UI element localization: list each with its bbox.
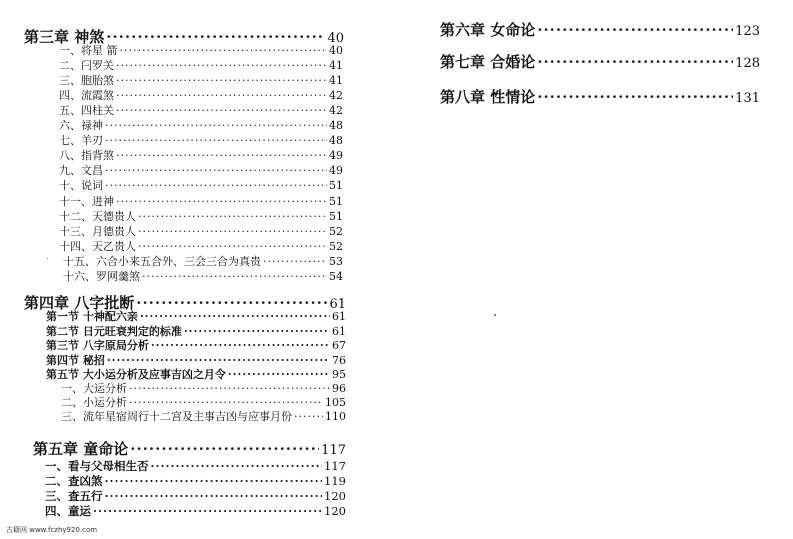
toc-entry-label: 第五节 大小运分析及应事吉凶之月令 [46, 368, 226, 381]
toc-page-number: 117 [324, 459, 346, 473]
toc-section[interactable] [46, 340, 346, 351]
leader-dots [142, 271, 327, 282]
toc-entry-label: 二、查凶煞 [45, 474, 103, 488]
toc-page-number: 48 [329, 119, 343, 133]
toc-entry-label: 四、童运 [45, 504, 91, 518]
leader-dots [107, 355, 330, 366]
toc-item[interactable] [59, 241, 343, 252]
toc-item[interactable] [59, 150, 343, 161]
toc-page-number: 42 [329, 89, 343, 103]
toc-item[interactable] [45, 476, 346, 488]
toc-page-number: 96 [332, 382, 346, 395]
toc-item[interactable] [59, 196, 343, 207]
toc-item[interactable] [59, 75, 343, 86]
leader-dots [116, 90, 327, 101]
toc-entry-label: 一、将星 箭 [59, 44, 118, 57]
leader-dots [116, 60, 327, 71]
leader-dots [130, 442, 319, 457]
toc-page-number: 51 [329, 179, 343, 193]
toc-entry-label: 一、看与父母相生否 [45, 459, 149, 473]
toc-entry-label: 第六章 女命论 [440, 21, 536, 39]
toc-entry-label: 第八章 性情论 [440, 88, 536, 106]
toc-chapter-6[interactable] [440, 23, 760, 38]
toc-page-number: 128 [735, 56, 760, 71]
toc-item[interactable] [63, 256, 343, 267]
leader-dots [537, 55, 733, 70]
toc-page-number: 51 [329, 209, 343, 223]
toc-item[interactable] [61, 397, 346, 408]
toc-entry-label: 五、四柱关 [59, 104, 114, 118]
toc-entry-label: 三、查五行 [45, 489, 103, 503]
toc-page-number: 120 [324, 489, 346, 503]
leader-dots [151, 340, 330, 351]
toc-chapter-5[interactable] [33, 442, 346, 457]
toc-page-number: 61 [332, 325, 346, 338]
toc-page-number: 54 [329, 269, 343, 283]
leader-dots [138, 211, 327, 222]
toc-page-number: 110 [325, 410, 346, 423]
toc-item[interactable] [59, 90, 343, 101]
toc-entry-label: 一、大运分析 [61, 382, 127, 395]
toc-entry-label: 九、文昌 [59, 164, 103, 178]
toc-section[interactable] [46, 326, 346, 337]
toc-page-number: 40 [329, 44, 343, 57]
toc-item[interactable] [45, 506, 346, 518]
toc-entry-label: 四、流霞煞 [59, 89, 114, 103]
toc-page-number: 61 [329, 297, 346, 312]
leader-dots [105, 165, 327, 176]
leader-dots [138, 226, 327, 237]
leader-dots [138, 241, 327, 252]
toc-entry-label: 十五、六合小来五合外、三会三合为真贵 [63, 254, 261, 268]
toc-page-number: 105 [325, 396, 346, 409]
toc-item[interactable] [59, 45, 343, 56]
toc-entry-label: 十二、天德贵人 [59, 209, 136, 223]
toc-item[interactable] [59, 226, 343, 237]
leader-dots [184, 326, 330, 337]
toc-item[interactable] [59, 211, 343, 222]
toc-item[interactable] [63, 271, 343, 282]
toc-chapter-title: 第五章 童命论 [33, 440, 129, 458]
toc-item[interactable] [45, 491, 346, 503]
toc-entry-label: 二、小运分析 [61, 396, 127, 409]
toc-entry-label: 三、流年星宿周行十二宫及主事吉凶与应事月份 [61, 410, 292, 423]
toc-page-number: 117 [321, 443, 346, 458]
leader-dots [116, 196, 327, 207]
toc-item[interactable] [59, 135, 343, 146]
toc-item[interactable] [59, 165, 343, 176]
toc-entry-label: 第七章 合婚论 [440, 53, 536, 71]
toc-item[interactable] [61, 383, 346, 394]
leader-dots [537, 90, 733, 105]
leader-dots [105, 180, 327, 191]
toc-page-number: 131 [735, 91, 760, 106]
toc-item[interactable] [61, 411, 346, 422]
leader-dots [129, 383, 330, 394]
leader-dots [228, 369, 330, 380]
toc-section[interactable] [46, 311, 346, 322]
leader-dots [106, 30, 325, 45]
toc-page-number: 123 [735, 24, 760, 39]
leader-dots [105, 135, 327, 146]
leader-dots [120, 45, 328, 56]
leader-dots [129, 397, 323, 408]
toc-page-number: 52 [329, 239, 343, 253]
toc-entry-label: 十六、罗网羹煞 [63, 269, 140, 283]
toc-entry-label: 第二节 日元旺衰判定的标准 [46, 325, 182, 338]
toc-entry-label: 十、说词 [59, 179, 103, 193]
toc-chapter-3[interactable] [24, 30, 344, 45]
toc-page-number: 48 [329, 134, 343, 148]
toc-entry-label: 十一、进神 [59, 194, 114, 208]
toc-chapter-title: 第三章 神煞 [24, 28, 105, 46]
toc-entry-label: 十四、天乙贵人 [59, 239, 136, 253]
toc-item[interactable] [59, 120, 343, 131]
toc-entry-label: 第一节 十神配六亲 [46, 310, 138, 323]
leader-dots [105, 491, 323, 503]
toc-page-number: 51 [329, 194, 343, 208]
toc-section[interactable] [46, 355, 346, 366]
leader-dots [136, 296, 327, 311]
toc-page-number: 53 [329, 254, 343, 268]
toc-item[interactable] [59, 60, 343, 71]
toc-page-number: 40 [327, 31, 344, 46]
toc-item[interactable] [59, 105, 343, 116]
toc-page-number: 61 [332, 310, 346, 323]
toc-entry-label: 八、指背煞 [59, 149, 114, 163]
toc-page-number: 41 [329, 59, 343, 73]
toc-entry-label: 第三节 八字原局分析 [46, 339, 149, 352]
toc-page-number: 42 [329, 104, 343, 118]
toc-item[interactable] [59, 180, 343, 191]
toc-entry-label: 六、禄神 [59, 119, 103, 133]
leader-dots [140, 311, 330, 322]
page-footer-watermark: 古籍网 www.fczhy920.com [6, 526, 98, 534]
leader-dots [105, 120, 327, 131]
leader-dots [116, 105, 327, 116]
leader-dots [294, 411, 323, 422]
toc-entry-label: 七、羊刃 [59, 134, 103, 148]
toc-page-number: 120 [324, 504, 346, 518]
toc-chapter-7[interactable] [440, 55, 760, 70]
toc-chapter-title: 第四章 八字批断 [24, 294, 135, 312]
scan-speck [494, 314, 496, 316]
toc-section[interactable] [46, 369, 346, 380]
toc-entry-label: 第四节 秘招 [46, 354, 105, 367]
toc-page-number: 67 [332, 339, 346, 352]
toc-page-number: 49 [329, 149, 343, 163]
toc-page-number: 52 [329, 224, 343, 238]
leader-dots [116, 150, 327, 161]
leader-dots [537, 23, 733, 38]
toc-page-number: 119 [324, 474, 346, 488]
toc-entry-label: 三、胞胎煞 [59, 74, 114, 88]
toc-entry-label: 二、闩罗关 [59, 59, 114, 73]
toc-page-number: 76 [332, 354, 346, 367]
toc-chapter-8[interactable] [440, 90, 760, 105]
toc-chapter-4[interactable] [24, 296, 346, 311]
leader-dots [151, 461, 323, 473]
toc-entry-label: 十三、月德贵人 [59, 224, 136, 238]
scan-speck [47, 258, 48, 259]
leader-dots [105, 476, 323, 488]
toc-item[interactable] [45, 461, 346, 473]
leader-dots [93, 506, 322, 518]
toc-page-number: 95 [332, 368, 346, 381]
leader-dots [116, 75, 327, 86]
leader-dots [263, 256, 327, 267]
toc-page-number: 41 [329, 74, 343, 88]
toc-page-number: 49 [329, 164, 343, 178]
